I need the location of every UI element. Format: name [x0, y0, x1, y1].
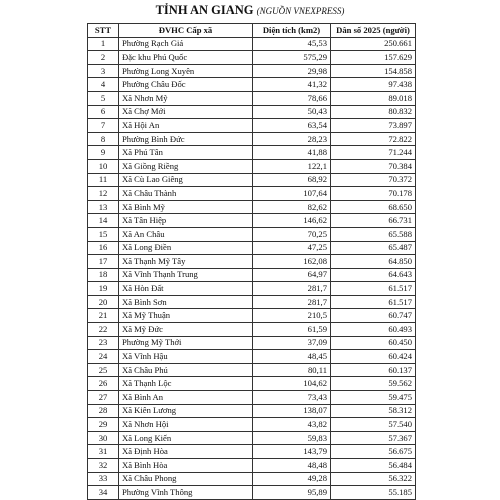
cell-name: Phường Châu Đốc — [119, 78, 253, 92]
cell-stt: 5 — [88, 91, 119, 105]
table-row — [88, 350, 416, 364]
cell-stt: 15 — [88, 227, 119, 241]
cell-area: 63,54 — [253, 119, 331, 133]
cell-name: Xã Châu Thành — [119, 187, 253, 201]
cell-population: 66.731 — [331, 214, 416, 228]
cell-population: 154.858 — [331, 64, 416, 78]
title-main: TỈNH AN GIANG — [155, 3, 254, 17]
cell-population: 71.244 — [331, 146, 416, 160]
table-row — [88, 187, 416, 201]
cell-area: 146,62 — [253, 214, 331, 228]
cell-stt: 4 — [88, 78, 119, 92]
cell-area: 43,82 — [253, 418, 331, 432]
table-row — [88, 105, 416, 119]
cell-population: 56.322 — [331, 472, 416, 486]
cell-population: 60.424 — [331, 350, 416, 364]
cell-population: 59.475 — [331, 391, 416, 405]
cell-stt: 21 — [88, 309, 119, 323]
table-row — [88, 486, 416, 500]
cell-name: Phường Vĩnh Thông — [119, 486, 253, 500]
cell-area: 64,97 — [253, 268, 331, 282]
cell-stt: 7 — [88, 119, 119, 133]
cell-area: 78,66 — [253, 91, 331, 105]
cell-area: 575,29 — [253, 51, 331, 65]
cell-area: 29,98 — [253, 64, 331, 78]
cell-area: 143,79 — [253, 445, 331, 459]
table-header-row — [88, 24, 416, 38]
header-name: ĐVHC Cấp xã — [119, 24, 253, 38]
table-row — [88, 472, 416, 486]
cell-stt: 2 — [88, 51, 119, 65]
cell-area: 48,45 — [253, 350, 331, 364]
cell-name: Xã Vĩnh Hậu — [119, 350, 253, 364]
cell-population: 60.747 — [331, 309, 416, 323]
cell-stt: 17 — [88, 255, 119, 269]
cell-area: 82,62 — [253, 200, 331, 214]
table-row — [88, 377, 416, 391]
table-row — [88, 214, 416, 228]
cell-population: 60.137 — [331, 363, 416, 377]
cell-name: Xã Châu Phong — [119, 472, 253, 486]
cell-stt: 34 — [88, 486, 119, 500]
cell-name: Xã Tân Hiệp — [119, 214, 253, 228]
table-body — [88, 37, 416, 499]
cell-name: Xã Nhơn Mỹ — [119, 91, 253, 105]
cell-area: 210,5 — [253, 309, 331, 323]
cell-name: Xã Cù Lao Giêng — [119, 173, 253, 187]
cell-name: Phường Long Xuyên — [119, 64, 253, 78]
cell-stt: 6 — [88, 105, 119, 119]
table-row — [88, 309, 416, 323]
cell-population: 56.484 — [331, 459, 416, 473]
cell-population: 70.384 — [331, 159, 416, 173]
cell-population: 73.897 — [331, 119, 416, 133]
cell-population: 57.367 — [331, 431, 416, 445]
cell-name: Xã Long Điền — [119, 241, 253, 255]
cell-name: Xã Châu Phú — [119, 363, 253, 377]
cell-stt: 33 — [88, 472, 119, 486]
table-row — [88, 78, 416, 92]
cell-name: Xã Bình Hòa — [119, 459, 253, 473]
cell-name: Xã Phú Tân — [119, 146, 253, 160]
table-row — [88, 51, 416, 65]
cell-name: Xã Hội An — [119, 119, 253, 133]
cell-area: 281,7 — [253, 282, 331, 296]
cell-stt: 25 — [88, 363, 119, 377]
cell-population: 59.562 — [331, 377, 416, 391]
cell-name: Xã Mỹ Thuận — [119, 309, 253, 323]
cell-population: 58.312 — [331, 404, 416, 418]
cell-stt: 20 — [88, 295, 119, 309]
table-row — [88, 363, 416, 377]
cell-area: 59,83 — [253, 431, 331, 445]
cell-name: Xã Bình An — [119, 391, 253, 405]
cell-population: 70.372 — [331, 173, 416, 187]
cell-stt: 9 — [88, 146, 119, 160]
table-row — [88, 241, 416, 255]
cell-stt: 26 — [88, 377, 119, 391]
cell-name: Xã Nhơn Hội — [119, 418, 253, 432]
table-row — [88, 227, 416, 241]
cell-population: 60.493 — [331, 323, 416, 337]
cell-stt: 11 — [88, 173, 119, 187]
cell-name: Đặc khu Phú Quốc — [119, 51, 253, 65]
cell-stt: 30 — [88, 431, 119, 445]
cell-name: Xã Thạnh Mỹ Tây — [119, 255, 253, 269]
cell-stt: 24 — [88, 350, 119, 364]
table-row — [88, 159, 416, 173]
cell-stt: 1 — [88, 37, 119, 51]
cell-population: 61.517 — [331, 282, 416, 296]
cell-population: 97.438 — [331, 78, 416, 92]
table-row — [88, 445, 416, 459]
cell-area: 41,88 — [253, 146, 331, 160]
table-row — [88, 37, 416, 51]
cell-area: 47,25 — [253, 241, 331, 255]
cell-stt: 27 — [88, 391, 119, 405]
cell-population: 61.517 — [331, 295, 416, 309]
table-row — [88, 418, 416, 432]
page-title — [0, 3, 500, 19]
header-stt: STT — [88, 24, 119, 38]
cell-stt: 18 — [88, 268, 119, 282]
cell-population: 60.450 — [331, 336, 416, 350]
cell-area: 104,62 — [253, 377, 331, 391]
cell-population: 56.675 — [331, 445, 416, 459]
cell-area: 50,43 — [253, 105, 331, 119]
cell-stt: 23 — [88, 336, 119, 350]
cell-name: Xã An Châu — [119, 227, 253, 241]
cell-stt: 29 — [88, 418, 119, 432]
cell-stt: 8 — [88, 132, 119, 146]
cell-population: 65.588 — [331, 227, 416, 241]
table-row — [88, 295, 416, 309]
table-row — [88, 64, 416, 78]
cell-name: Xã Bình Mỹ — [119, 200, 253, 214]
table-row — [88, 268, 416, 282]
cell-population: 68.650 — [331, 200, 416, 214]
cell-stt: 14 — [88, 214, 119, 228]
cell-area: 80,11 — [253, 363, 331, 377]
cell-area: 138,07 — [253, 404, 331, 418]
table-row — [88, 336, 416, 350]
cell-area: 70,25 — [253, 227, 331, 241]
cell-area: 41,32 — [253, 78, 331, 92]
cell-area: 68,92 — [253, 173, 331, 187]
cell-stt: 12 — [88, 187, 119, 201]
cell-population: 250.661 — [331, 37, 416, 51]
cell-name: Xã Hòn Đất — [119, 282, 253, 296]
cell-population: 157.629 — [331, 51, 416, 65]
cell-population: 64.850 — [331, 255, 416, 269]
cell-name: Xã Giồng Riềng — [119, 159, 253, 173]
cell-area: 122,1 — [253, 159, 331, 173]
cell-name: Xã Kiên Lương — [119, 404, 253, 418]
cell-population: 80.832 — [331, 105, 416, 119]
cell-population: 55.185 — [331, 486, 416, 500]
cell-stt: 16 — [88, 241, 119, 255]
table-row — [88, 404, 416, 418]
cell-name: Xã Chợ Mới — [119, 105, 253, 119]
cell-area: 107,64 — [253, 187, 331, 201]
cell-stt: 19 — [88, 282, 119, 296]
cell-name: Xã Mỹ Đức — [119, 323, 253, 337]
cell-name: Phường Mỹ Thới — [119, 336, 253, 350]
cell-area: 95,89 — [253, 486, 331, 500]
cell-stt: 22 — [88, 323, 119, 337]
table-row — [88, 282, 416, 296]
cell-population: 89.018 — [331, 91, 416, 105]
cell-area: 281,7 — [253, 295, 331, 309]
cell-area: 48,48 — [253, 459, 331, 473]
cell-stt: 28 — [88, 404, 119, 418]
cell-stt: 10 — [88, 159, 119, 173]
table-row — [88, 146, 416, 160]
cell-stt: 32 — [88, 459, 119, 473]
cell-name: Xã Định Hòa — [119, 445, 253, 459]
table-row — [88, 132, 416, 146]
cell-population: 57.540 — [331, 418, 416, 432]
header-population: Dân số 2025 (người) — [331, 24, 416, 38]
cell-area: 73,43 — [253, 391, 331, 405]
cell-area: 37,09 — [253, 336, 331, 350]
cell-area: 49,28 — [253, 472, 331, 486]
table-row — [88, 391, 416, 405]
cell-stt: 13 — [88, 200, 119, 214]
cell-name: Xã Long Kiến — [119, 431, 253, 445]
table-row — [88, 200, 416, 214]
cell-stt: 3 — [88, 64, 119, 78]
cell-name: Xã Vĩnh Thạnh Trung — [119, 268, 253, 282]
table-row — [88, 119, 416, 133]
cell-area: 28,23 — [253, 132, 331, 146]
cell-stt: 31 — [88, 445, 119, 459]
table-row — [88, 323, 416, 337]
table-row — [88, 173, 416, 187]
cell-name: Xã Thạnh Lộc — [119, 377, 253, 391]
cell-name: Xã Bình Sơn — [119, 295, 253, 309]
cell-name: Phường Rạch Giá — [119, 37, 253, 51]
cell-area: 45,53 — [253, 37, 331, 51]
cell-population: 70.178 — [331, 187, 416, 201]
data-table — [87, 23, 416, 500]
table-row — [88, 255, 416, 269]
table-row — [88, 431, 416, 445]
table-row — [88, 459, 416, 473]
header-area: Diện tích (km2) — [253, 24, 331, 38]
table-row — [88, 91, 416, 105]
cell-area: 162,08 — [253, 255, 331, 269]
title-source: (NGUỒN VNEXPRESS) — [256, 6, 345, 16]
cell-population: 65.487 — [331, 241, 416, 255]
cell-population: 72.822 — [331, 132, 416, 146]
cell-population: 64.643 — [331, 268, 416, 282]
cell-area: 61,59 — [253, 323, 331, 337]
cell-name: Phường Bình Đức — [119, 132, 253, 146]
